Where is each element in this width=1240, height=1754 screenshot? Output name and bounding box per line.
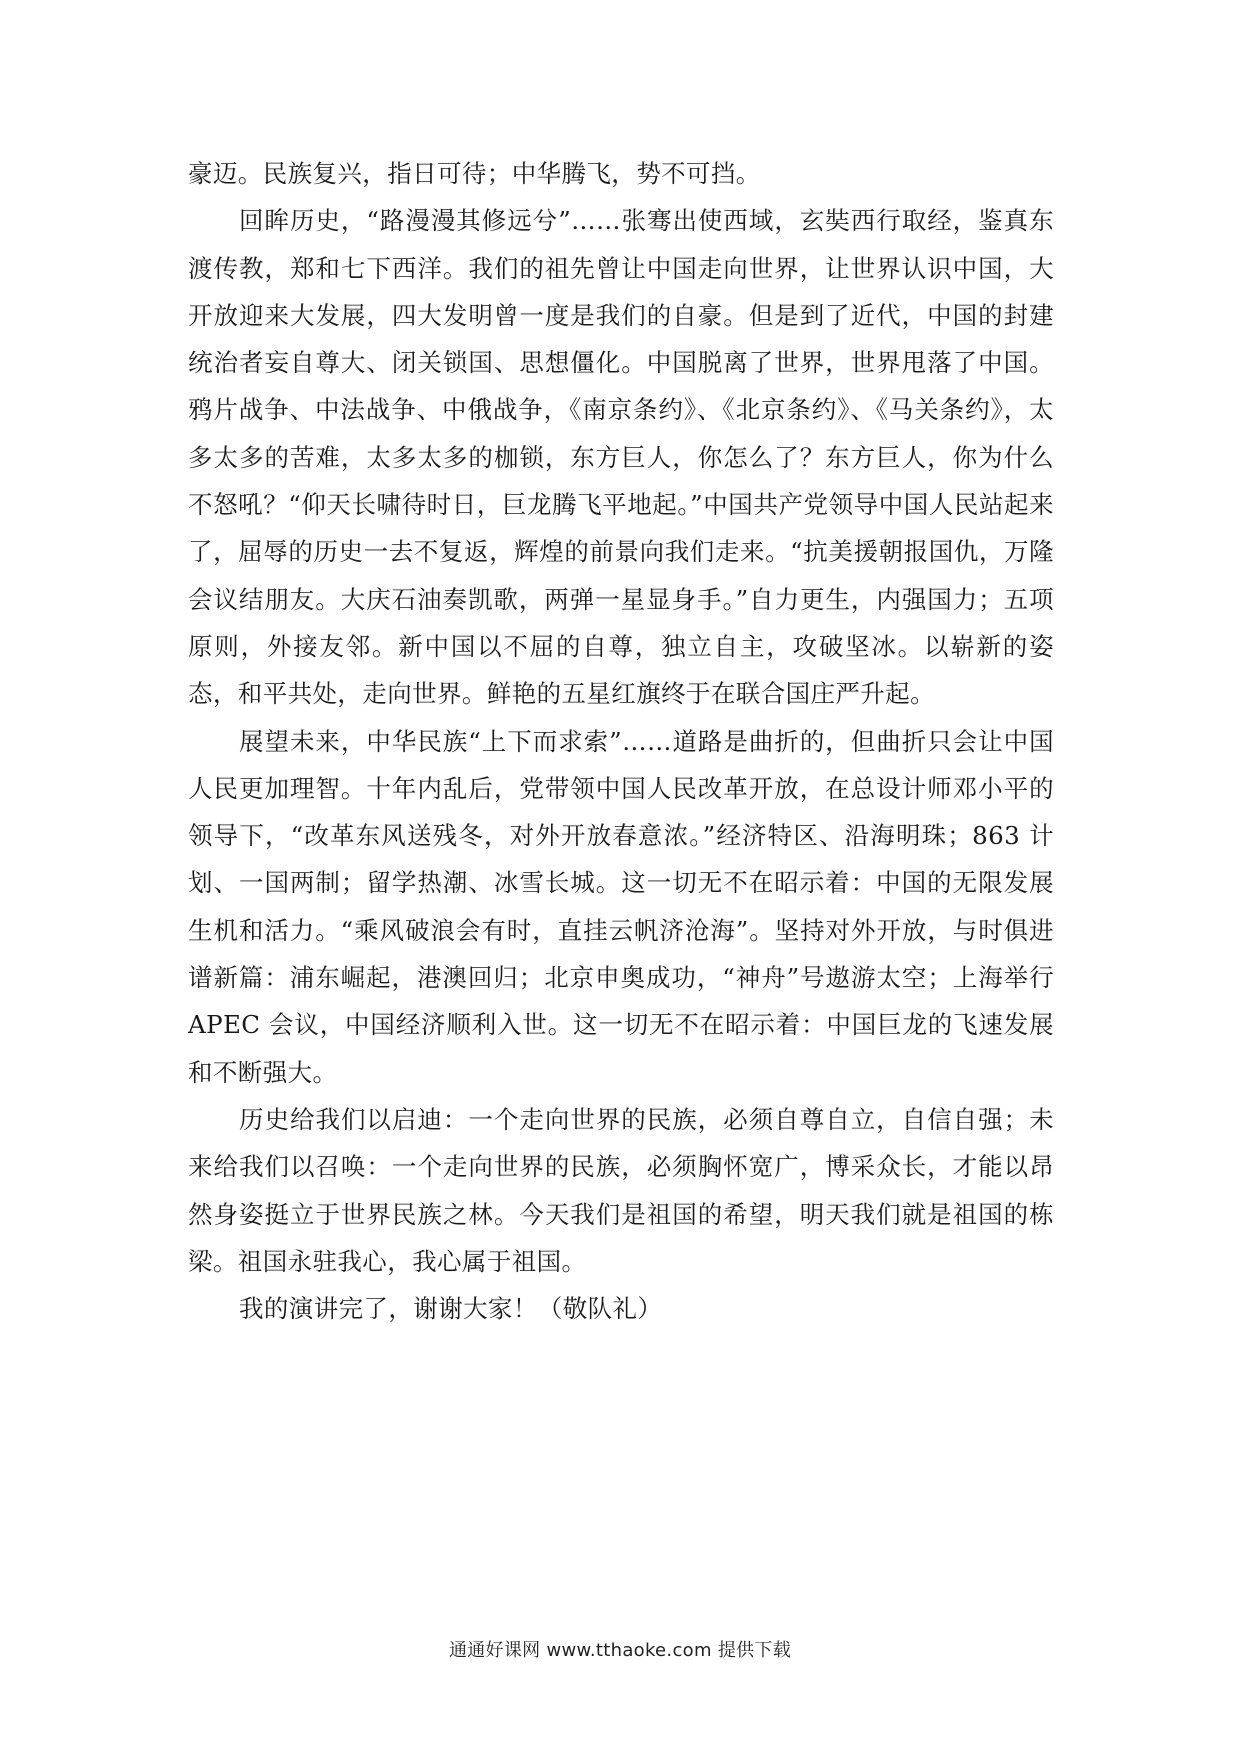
- page-footer: 通通好课网 www.tthaoke.com 提供下载: [448, 1640, 792, 1661]
- paragraph-continuation: 豪迈。民族复兴，指日可待；中华腾飞，势不可挡。: [188, 159, 761, 188]
- paragraph-future: 展望未来，中华民族“上下而求索”……道路是曲折的，但曲折只会让中国人民更加理智。十年内乱后，党带领中国人民改革开放，在总设计师邓小平的领导下，“改革东风送残冬，对外开放春意浓。”经济特区、沿海明珠；863 计划、一国两制；留学热潮、冰雪长城。这一切无不在昭示着：中国的无限发展生机和活力。“乘风破浪会有时，直挂云帆济沧海”。坚持对外开放，与时俱进谱新篇：浦东崛起，港澳回归；北京申奥成功，“神舟”号遨游太空；上海举行 APEC 会议，中国经济顺利入世。这一切无不在昭示着：中国巨龙的飞速发展和不断强大。: [188, 726, 1054, 1087]
- document-body: [188, 150, 1054, 1332]
- paragraph-history: 回眸历史，“路漫漫其修远兮”……张骞出使西域，玄奘西行取经，鉴真东渡传教，郑和七下西洋。我们的祖先曾让中国走向世界，让世界认识中国，大开放迎来大发展，四大发明曾一度是我们的自豪。但是到了近代，中国的封建统治者妄自尊大、闭关锁国、思想僵化。中国脱离了世界，世界甩落了中国。鸦片战争、中法战争、中俄战争，《南京条约》、《北京条约》、《马关条约》，太多太多的苦难，太多太多的枷锁，东方巨人，你怎么了？东方巨人，你为什么不怒吼？“仰天长啸待时日，巨龙腾飞平地起。”中国共产党领导中国人民站起来了，屈辱的历史一去不复返，辉煌的前景向我们走来。“抗美援朝报国仇，万隆会议结朋友。大庆石油奏凯歌，两弹一星显身手。”自力更生，内强国力；五项原则，外接友邻。新中国以不屈的自尊，独立自主，攻破坚冰。以崭新的姿态，和平共处，走向世界。鲜艳的五星红旗终于在联合国庄严升起。: [188, 206, 1054, 709]
- paragraph-conclusion: 历史给我们以启迪：一个走向世界的民族，必须自尊自立，自信自强；未来给我们以召唤：一个走向世界的民族，必须胸怀宽广，博采众长，才能以昂然身姿挺立于世界民族之林。今天我们是祖国的希望，明天我们就是祖国的栋梁。祖国永驻我心，我心属于祖国。: [188, 1104, 1054, 1276]
- paragraph-closing: 我的演讲完了，谢谢大家！（敬队礼）: [239, 1294, 663, 1324]
